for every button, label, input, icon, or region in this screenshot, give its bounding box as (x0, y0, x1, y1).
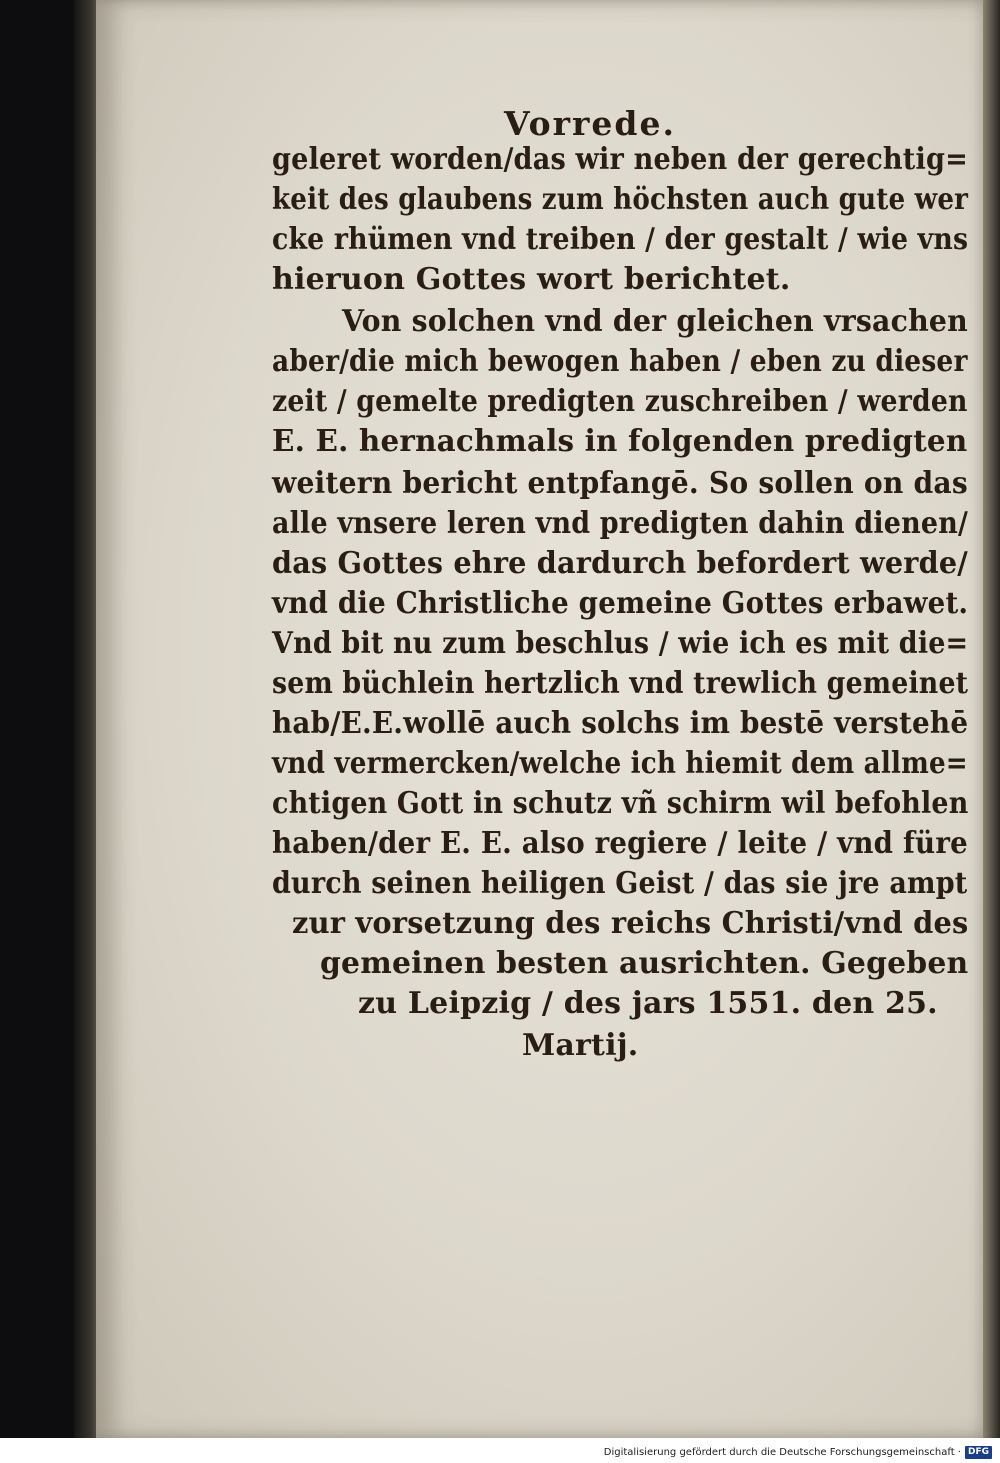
page-edge-left (74, 0, 98, 1438)
page-edge-right (983, 0, 1000, 1438)
text-line: gemeinen besten ausrichten. Gegeben (320, 946, 969, 981)
text-line: aber/die mich bewogen haben / eben zu dieser (272, 344, 968, 379)
text-line: durch seinen heiligen Geist / das sie jre ampt (272, 866, 968, 901)
text-line: zeit / gemelte predigten zuschreiben / werden (272, 384, 968, 419)
text-line: geleret worden/das wir neben der gerechtig= (272, 142, 969, 177)
text-line: hieruon Gottes wort berichtet. (272, 262, 791, 297)
text-line: das Gottes ehre dardurch befordert werde/ (272, 546, 968, 581)
text-line: chtigen Gott in schutz vñ schirm wil befohlen (272, 786, 969, 821)
text-line: Vnd bit nu zum beschlus / wie ich es mit die= (272, 626, 969, 661)
footer-credit: Digitalisierung gefördert durch die Deutsche Forschungsgemeinschaft · (603, 1446, 961, 1458)
footer (604, 1444, 992, 1460)
text-line: E. E. hernachmals in folgenden predigten (272, 424, 968, 459)
text-line: haben/der E. E. also regiere / leite / vnd füre (272, 826, 968, 861)
text-line: alle vnsere leren vnd predigten dahin dienen/ (272, 506, 968, 541)
dfg-logo: DFG (965, 1446, 992, 1459)
text-line: keit des glaubens zum höchsten auch gute wer (272, 182, 969, 217)
text-line: vnd die Christliche gemeine Gottes erbawet. (272, 586, 969, 621)
running-head: Vorrede. (504, 104, 676, 143)
text-line: hab/E.E.wollē auch solchs im bestē verstehē (272, 706, 969, 741)
text-line: cke rhümen vnd treiben / der gestalt / wie vns (272, 222, 969, 257)
text-line: vnd vermercken/welche ich hiemit dem allme= (272, 746, 968, 781)
text-line: zu Leipzig / des jars 1551. den 25. (358, 986, 938, 1021)
text-line: zur vorsetzung des reichs Christi/vnd des (292, 906, 969, 941)
text-line: sem büchlein hertzlich vnd trewlich gemeinet (272, 666, 969, 701)
text-line: Von solchen vnd der gleichen vrsachen (342, 304, 968, 339)
text-line: Martij. (522, 1028, 639, 1063)
text-line: weitern bericht entpfangē. So sollen on das (272, 466, 968, 501)
